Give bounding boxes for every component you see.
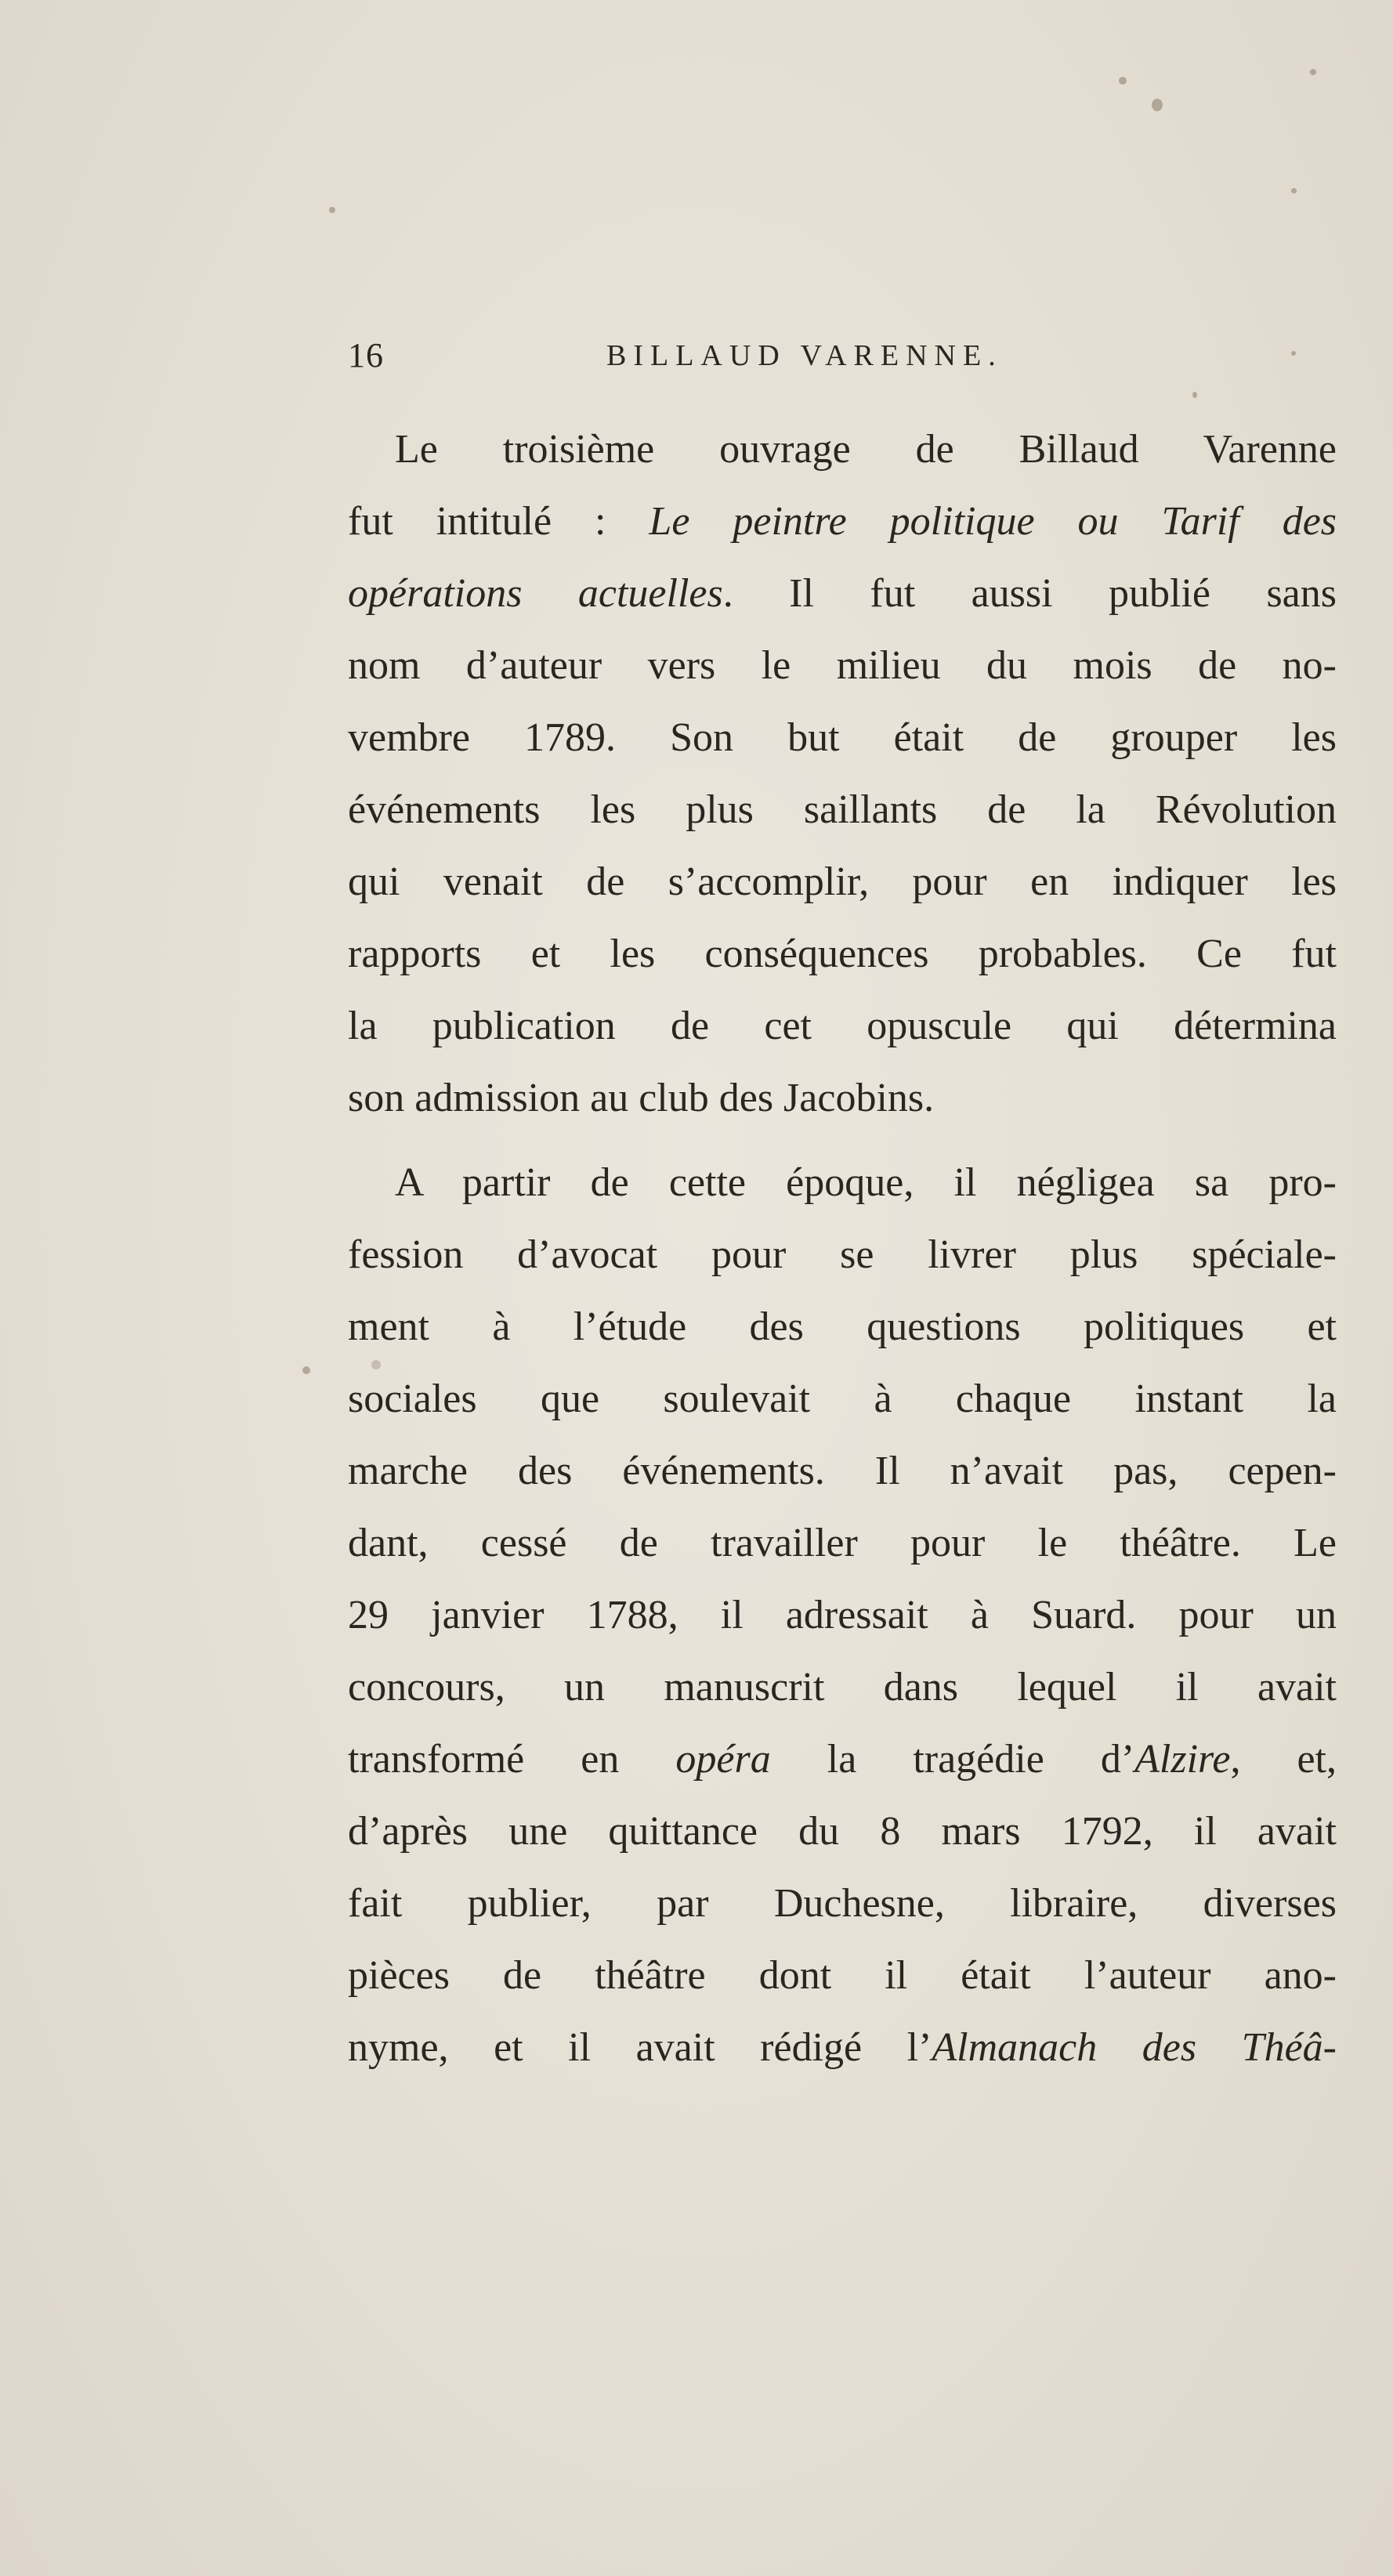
italic-word: opéra <box>675 1737 771 1782</box>
running-head <box>348 335 1335 382</box>
text-line: son admission au club des Jacobins. <box>348 1076 935 1120</box>
text-line: opérations actuelles. Il fut aussi publié sans <box>348 571 1337 616</box>
text-line: pièces de théâtre dont il était l’auteur ano- <box>348 1953 1337 1998</box>
text-line: ment à l’étude des questions politiques et <box>348 1304 1337 1349</box>
italic-title: Le peintre politique ou Tarif des <box>649 499 1337 544</box>
text-line: nom d’auteur vers le milieu du mois de no- <box>348 643 1337 688</box>
text-line: Le troisième ouvrage de Billaud Varenne <box>395 427 1337 472</box>
text-line: transformé en opéra la tragédie d’Alzire, et, <box>348 1737 1337 1782</box>
text-line: rapports et les conséquences probables. Ce fut <box>348 932 1337 976</box>
body-text <box>348 414 1337 2084</box>
text-line: fut intitulé : Le peintre politique ou Tarif des <box>348 499 1337 544</box>
text-line: la publication de cet opuscule qui détermina <box>348 1004 1337 1048</box>
italic-title: Almanach des Théâ- <box>932 2025 1337 2070</box>
text-line: dant, cessé de travailler pour le théâtre. Le <box>348 1521 1337 1565</box>
text-line: événements les plus saillants de la Révolution <box>348 787 1337 832</box>
text-line: vembre 1789. Son but était de grouper les <box>348 715 1337 760</box>
foxing-speck <box>329 207 335 213</box>
foxing-speck <box>1119 77 1127 85</box>
text-line: concours, un manuscrit dans lequel il avait <box>348 1665 1337 1709</box>
text-line: nyme, et il avait rédigé l’Almanach des Théâ- <box>348 2025 1337 2070</box>
foxing-speck <box>1152 99 1163 111</box>
text-line: d’après une quittance du 8 mars 1792, il avait <box>348 1809 1337 1854</box>
text-line: fession d’avocat pour se livrer plus spéciale- <box>348 1232 1337 1277</box>
text-line: A partir de cette époque, il négligea sa pro- <box>395 1160 1337 1205</box>
text-line: sociales que soulevait à chaque instant la <box>348 1377 1337 1421</box>
foxing-speck <box>1291 188 1297 194</box>
text-line: marche des événements. Il n’avait pas, cepen- <box>348 1449 1337 1493</box>
italic-title: Alzire <box>1134 1737 1231 1782</box>
italic-title: opérations actuelles <box>348 571 723 616</box>
text-line: 29 janvier 1788, il adressait à Suard. pour un <box>348 1593 1337 1637</box>
text-line: qui venait de s’accomplir, pour en indiquer les <box>348 859 1337 904</box>
text-line: fait publier, par Duchesne, libraire, diverses <box>348 1881 1337 1926</box>
foxing-speck <box>1192 392 1197 398</box>
foxing-speck <box>302 1366 310 1374</box>
page-number: 16 <box>348 336 384 374</box>
running-title: BILLAUD VARENNE. <box>606 339 1003 372</box>
foxing-speck <box>1310 69 1316 75</box>
